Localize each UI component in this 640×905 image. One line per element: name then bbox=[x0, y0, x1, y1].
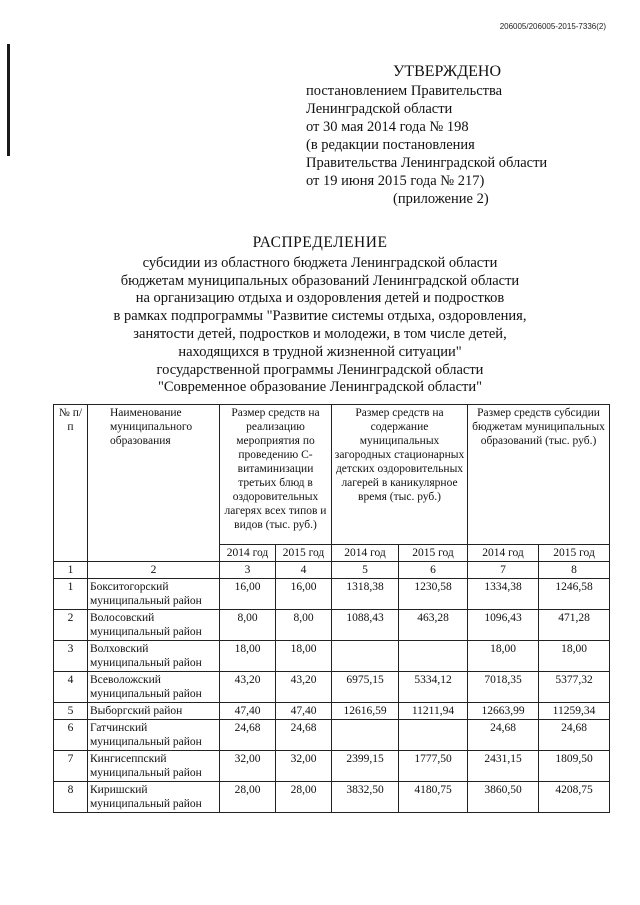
cell-value bbox=[399, 641, 468, 672]
title-line: бюджетам муниципальных образований Ленинградской области bbox=[120, 272, 520, 289]
row-name: Волховский муниципальный район bbox=[88, 641, 220, 672]
cell-value: 471,28 bbox=[539, 610, 610, 641]
cell-value: 1096,43 bbox=[468, 610, 539, 641]
cell-value: 1809,50 bbox=[539, 751, 610, 782]
cell-value: 24,68 bbox=[220, 720, 276, 751]
column-index-row bbox=[54, 562, 610, 579]
row-num: 6 bbox=[54, 720, 88, 751]
cell-value: 24,68 bbox=[468, 720, 539, 751]
title-line: государственной программы Ленинградской области bbox=[156, 361, 484, 378]
table-row bbox=[54, 703, 610, 720]
title-line: субсидии из областного бюджета Ленинградской области bbox=[142, 254, 498, 271]
cell-value bbox=[332, 641, 399, 672]
cell-value: 2399,15 bbox=[332, 751, 399, 782]
cell-value: 2431,15 bbox=[468, 751, 539, 782]
header-group-subsidy: Размер средств субсидии бюджетам муниципальных образований (тыс. руб.) bbox=[468, 405, 610, 545]
column-index: 1 bbox=[54, 562, 88, 579]
table-row bbox=[54, 579, 610, 610]
cell-value: 1318,38 bbox=[332, 579, 399, 610]
cell-value: 32,00 bbox=[220, 751, 276, 782]
cell-value: 1246,58 bbox=[539, 579, 610, 610]
row-num: 4 bbox=[54, 672, 88, 703]
cell-value: 3832,50 bbox=[332, 782, 399, 813]
row-num: 2 bbox=[54, 610, 88, 641]
cell-value: 11211,94 bbox=[399, 703, 468, 720]
distribution-table bbox=[53, 404, 610, 813]
column-index: 5 bbox=[332, 562, 399, 579]
table-row bbox=[54, 610, 610, 641]
header-group-vitamin: Размер средств на реализацию мероприятия по проведению С-витаминизации третьих блюд в оздоровительных лагерях всех типов и видов (тыс. руб.) bbox=[220, 405, 332, 545]
column-index: 6 bbox=[399, 562, 468, 579]
cell-value: 28,00 bbox=[220, 782, 276, 813]
row-num: 3 bbox=[54, 641, 88, 672]
cell-value: 3860,50 bbox=[468, 782, 539, 813]
approval-heading: УТВЕРЖДЕНО bbox=[393, 63, 502, 80]
cell-value bbox=[332, 720, 399, 751]
cell-value: 463,28 bbox=[399, 610, 468, 641]
header-year: 2015 год bbox=[539, 545, 610, 562]
row-name: Волосовский муниципальный район bbox=[88, 610, 220, 641]
cell-value: 47,40 bbox=[276, 703, 332, 720]
document-title: РАСПРЕДЕЛЕНИЕ bbox=[252, 234, 388, 251]
header-name: Наименование муниципального образования bbox=[88, 405, 220, 562]
column-index: 3 bbox=[220, 562, 276, 579]
cell-value: 18,00 bbox=[539, 641, 610, 672]
column-index: 4 bbox=[276, 562, 332, 579]
approval-line: от 30 мая 2014 года № 198 bbox=[306, 119, 469, 135]
cell-value: 28,00 bbox=[276, 782, 332, 813]
cell-value: 1334,38 bbox=[468, 579, 539, 610]
header-year: 2014 год bbox=[220, 545, 276, 562]
column-index: 2 bbox=[88, 562, 220, 579]
table-row bbox=[54, 672, 610, 703]
row-name: Гатчинский муниципальный район bbox=[88, 720, 220, 751]
cell-value: 8,00 bbox=[220, 610, 276, 641]
row-name: Бокситогорский муниципальный район bbox=[88, 579, 220, 610]
row-num: 1 bbox=[54, 579, 88, 610]
title-line: находящихся в трудной жизненной ситуации" bbox=[178, 343, 462, 360]
table-row bbox=[54, 782, 610, 813]
cell-value: 4180,75 bbox=[399, 782, 468, 813]
cell-value bbox=[399, 720, 468, 751]
cell-value: 43,20 bbox=[276, 672, 332, 703]
approval-line: от 19 июня 2015 года № 217) bbox=[306, 173, 485, 189]
row-name: Киришский муниципальный район bbox=[88, 782, 220, 813]
cell-value: 6975,15 bbox=[332, 672, 399, 703]
approval-line: (в редакции постановления bbox=[306, 137, 475, 153]
title-line: на организацию отдыха и оздоровления детей и подростков bbox=[135, 290, 505, 307]
cell-value: 18,00 bbox=[468, 641, 539, 672]
column-index: 8 bbox=[539, 562, 610, 579]
approval-appendix: (приложение 2) bbox=[393, 191, 489, 207]
header-year: 2015 год bbox=[276, 545, 332, 562]
cell-value: 8,00 bbox=[276, 610, 332, 641]
cell-value: 47,40 bbox=[220, 703, 276, 720]
title-line: в рамках подпрограммы "Развитие системы отдыха, оздоровления, bbox=[113, 308, 527, 325]
cell-value: 18,00 bbox=[276, 641, 332, 672]
cell-value: 16,00 bbox=[276, 579, 332, 610]
row-num: 8 bbox=[54, 782, 88, 813]
cell-value: 7018,35 bbox=[468, 672, 539, 703]
title-line: "Современное образование Ленинградской области" bbox=[157, 379, 483, 396]
row-name: Всеволожский муниципальный район bbox=[88, 672, 220, 703]
document-title-block bbox=[0, 234, 640, 397]
table-row bbox=[54, 720, 610, 751]
document-code: 206005/206005-2015-7336(2) bbox=[499, 22, 606, 31]
cell-value: 24,68 bbox=[539, 720, 610, 751]
cell-value: 43,20 bbox=[220, 672, 276, 703]
cell-value: 24,68 bbox=[276, 720, 332, 751]
table-row bbox=[54, 641, 610, 672]
cell-value: 1230,58 bbox=[399, 579, 468, 610]
cell-value: 12616,59 bbox=[332, 703, 399, 720]
cell-value: 5377,32 bbox=[539, 672, 610, 703]
row-name: Выборгский район bbox=[88, 703, 220, 720]
cell-value: 18,00 bbox=[220, 641, 276, 672]
cell-value: 1777,50 bbox=[399, 751, 468, 782]
title-line: занятости детей, подростков и молодежи, в том числе детей, bbox=[133, 325, 507, 342]
row-num: 7 bbox=[54, 751, 88, 782]
cell-value: 12663,99 bbox=[468, 703, 539, 720]
header-year: 2015 год bbox=[399, 545, 468, 562]
row-name: Кингисеппский муниципальный район bbox=[88, 751, 220, 782]
header-year: 2014 год bbox=[468, 545, 539, 562]
cell-value: 32,00 bbox=[276, 751, 332, 782]
cell-value: 16,00 bbox=[220, 579, 276, 610]
column-index: 7 bbox=[468, 562, 539, 579]
cell-value: 4208,75 bbox=[539, 782, 610, 813]
approval-stamp bbox=[306, 62, 606, 208]
scan-edge-mark bbox=[7, 44, 10, 156]
approval-line: Правительства Ленинградской области bbox=[306, 155, 548, 171]
cell-value: 5334,12 bbox=[399, 672, 468, 703]
header-num: № п/п bbox=[54, 405, 88, 562]
header-group-camps: Размер средств на содержание муниципальных загородных стационарных детских оздоровительных лагерей в каникулярное время (тыс. руб.) bbox=[332, 405, 468, 545]
table-row bbox=[54, 751, 610, 782]
approval-line: Ленинградской области bbox=[306, 101, 453, 117]
cell-value: 11259,34 bbox=[539, 703, 610, 720]
row-num: 5 bbox=[54, 703, 88, 720]
header-year: 2014 год bbox=[332, 545, 399, 562]
approval-line: постановлением Правительства bbox=[306, 83, 503, 99]
cell-value: 1088,43 bbox=[332, 610, 399, 641]
